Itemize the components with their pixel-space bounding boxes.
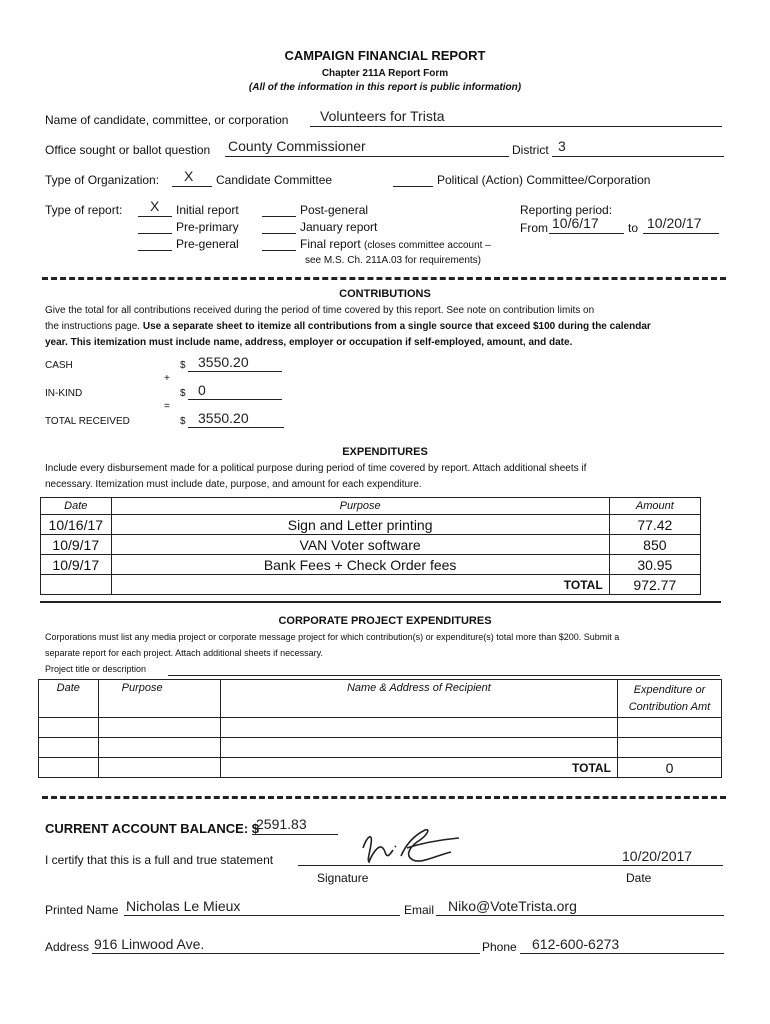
expense-amount[interactable]: 850 [609,535,700,555]
contributions-text-2: the instructions page. Use a separate sheet to itemize all contributions from a single source that exceed $100 during the calendar [45,321,651,332]
candidate-committee-checkbox[interactable]: X [184,168,194,184]
total-received-field[interactable]: 3550.20 [198,410,249,426]
candidate-committee-label: Candidate Committee [216,173,333,187]
public-note: (All of the information in this report is public information) [248,82,522,93]
final-label: Final report (closes committee account – [300,237,491,251]
office-field[interactable]: County Commissioner [228,138,366,154]
initial-report-checkbox[interactable]: X [150,198,160,214]
dollar-sign: $ [180,416,186,427]
expenditures-text-2: necessary. Itemization must include date, purpose, and amount for each expenditure. [45,479,422,490]
corporate-text-2: separate report for each project. Attach additional sheets if necessary. [45,648,323,658]
final-note: (closes committee account – [364,240,491,251]
project-title-field[interactable] [168,675,720,676]
pregeneral-label: Pre-general [176,237,239,251]
col-recipient: Name & Address of Recipient [220,680,617,718]
balance-label: CURRENT ACCOUNT BALANCE: $ [45,821,260,836]
organization-type-label: Type of Organization: [45,173,160,187]
from-label: From [520,221,548,235]
expense-purpose[interactable]: Sign and Letter printing [111,515,609,535]
dollar-sign: $ [180,388,186,399]
col-amount: Amount [609,498,700,515]
email-field[interactable]: Niko@VoteTrista.org [448,898,577,914]
corporate-total-label: TOTAL [220,758,617,778]
printed-name-field[interactable]: Nicholas Le Mieux [126,898,241,914]
col-purpose: Purpose [98,680,220,718]
certify-label: I certify that this is a full and true statement [45,853,274,867]
email-label: Email [404,903,435,917]
corporate-text-1: Corporations must list any media project or corporate message project for which contribution(s) or expenditure(s) total more than $200. Submit a [45,632,620,642]
expense-date[interactable]: 10/9/17 [41,535,112,555]
district-field[interactable]: 3 [558,138,566,154]
inkind-field[interactable]: 0 [198,382,206,398]
period-from-field[interactable]: 10/6/17 [552,215,599,231]
to-label: to [628,221,639,235]
address-label: Address [45,940,90,954]
postgeneral-label: Post-general [300,203,369,217]
balance-field[interactable]: 2591.83 [256,816,307,832]
expense-date[interactable]: 10/16/17 [41,515,112,535]
signature-field[interactable] [355,822,465,868]
period-to-field[interactable]: 10/20/17 [647,215,702,231]
pregeneral-checkbox[interactable] [138,250,172,251]
expenditures-title: EXPENDITURES [342,446,428,458]
col-purpose: Purpose [111,498,609,515]
cash-label: CASH [45,360,73,371]
initial-report-label: Initial report [176,203,239,217]
phone-label: Phone [482,940,517,954]
expense-amount[interactable]: 30.95 [609,555,700,575]
corporate-title: CORPORATE PROJECT EXPENDITURES [278,615,492,627]
date-label: Date [626,871,652,885]
political-committee-label: Political (Action) Committee/Corporation [437,173,651,187]
report-type-label: Type of report: [45,203,123,217]
col-date: Date [39,680,99,718]
corporate-box [40,601,721,603]
january-label: January report [300,220,378,234]
phone-field[interactable]: 612-600-6273 [532,936,620,952]
table-row [41,515,701,535]
contributions-title: CONTRIBUTIONS [339,288,431,300]
contributions-text-3: year. This itemization must include name, address, employer or occupation if self-employed, amount, and date. [45,337,573,348]
corporate-total[interactable]: 0 [617,758,721,778]
expense-amount[interactable]: 77.42 [609,515,700,535]
expenditures-total-label: TOTAL [111,575,609,595]
january-checkbox[interactable] [262,233,296,234]
expenditures-total[interactable]: 972.77 [609,575,700,595]
section-divider [42,277,726,280]
final-note-2: see M.S. Ch. 211A.03 for requirements) [305,255,482,266]
table-row [39,718,722,738]
col-date: Date [41,498,112,515]
table-row [39,738,722,758]
political-committee-checkbox[interactable] [393,186,433,187]
table-row [41,555,701,575]
preprimary-label: Pre-primary [176,220,239,234]
total-received-label: TOTAL RECEIVED [45,416,130,427]
district-label: District [512,143,549,157]
total-row [39,758,722,778]
postgeneral-checkbox[interactable] [262,216,296,217]
inkind-label: IN-KIND [45,388,83,399]
contributions-text-1: Give the total for all contributions received during the period of time covered by this report. See note on contribution limits on [45,305,595,316]
office-label: Office sought or ballot question [45,143,211,157]
expense-purpose[interactable]: Bank Fees + Check Order fees [111,555,609,575]
equals-sign: = [164,401,170,412]
reporting-period-label: Reporting period: [520,203,613,217]
expenditures-table [40,497,701,595]
corporate-table [38,679,722,778]
cash-field[interactable]: 3550.20 [198,354,249,370]
expense-purpose[interactable]: VAN Voter software [111,535,609,555]
col-expenditure: Expenditure or Contribution Amt [617,680,721,718]
expenditures-text-1: Include every disbursement made for a political purpose during period of time covered by report. Attach additional sheets if [45,463,587,474]
address-field[interactable]: 916 Linwood Ave. [94,936,205,952]
candidate-name-label: Name of candidate, committee, or corporation [45,113,289,127]
date-field[interactable]: 10/20/2017 [622,848,693,864]
preprimary-checkbox[interactable] [138,233,172,234]
dollar-sign: $ [180,360,186,371]
final-checkbox[interactable] [262,250,296,251]
report-subtitle: Chapter 211A Report Form [321,68,449,79]
total-row [41,575,701,595]
table-row [41,535,701,555]
report-title: CAMPAIGN FINANCIAL REPORT [284,48,486,63]
section-divider [42,796,726,799]
signature-label: Signature [317,871,369,885]
expense-date[interactable]: 10/9/17 [41,555,112,575]
candidate-name-field[interactable]: Volunteers for Trista [320,108,445,124]
plus-sign: + [164,373,170,384]
printed-name-label: Printed Name [45,903,119,917]
project-title-label: Project title or description [45,664,147,674]
